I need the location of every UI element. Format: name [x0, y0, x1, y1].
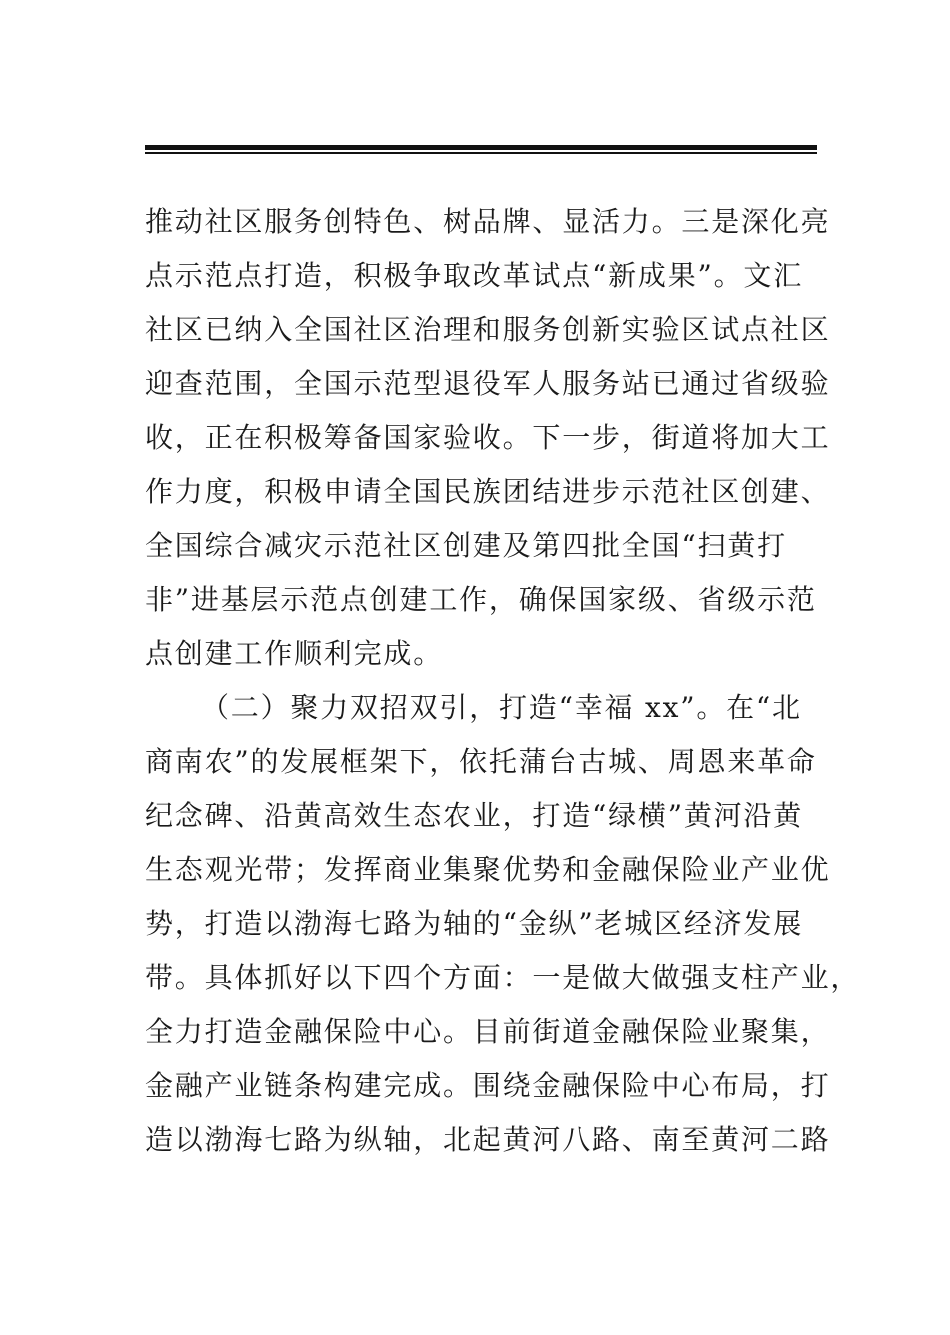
text-line: 商南农”的发展框架下，依托蒲台古城、周恩来革命 — [145, 745, 817, 778]
header-rule-thick — [145, 145, 817, 150]
text-line: 势，打造以渤海七路为轴的“金纵”老城区经济发展 — [145, 907, 804, 940]
text-line: 带。具体抓好以下四个方面：一是做大做强支柱产业， — [145, 961, 861, 994]
text-line: 推动社区服务创特色、树品牌、显活力。三是深化亮 — [145, 205, 831, 238]
text-line: 收，正在积极筹备国家验收。下一步，街道将加大工 — [145, 421, 831, 454]
text-line: 作力度，积极申请全国民族团结进步示范社区创建、 — [145, 475, 831, 508]
text-line: 全国综合减灾示范社区创建及第四批全国“扫黄打 — [145, 529, 787, 562]
text-line: 金融产业链条构建完成。围绕金融保险中心布局，打 — [145, 1069, 831, 1102]
text-line: 非”进基层示范点创建工作，确保国家级、省级示范 — [145, 583, 817, 616]
text-line: 社区已纳入全国社区治理和服务创新实验区试点社区 — [145, 313, 831, 346]
text-line: 迎查范围，全国示范型退役军人服务站已通过省级验 — [145, 367, 831, 400]
header-rule-thin — [145, 152, 817, 154]
text-line: 纪念碑、沿黄高效生态农业，打造“绿横”黄河沿黄 — [145, 799, 804, 832]
text-line: 点示范点打造，积极争取改革试点“新成果”。文汇 — [145, 259, 804, 292]
text-line: 造以渤海七路为纵轴，北起黄河八路、南至黄河二路 — [145, 1123, 831, 1156]
text-line: 生态观光带；发挥商业集聚优势和金融保险业产业优 — [145, 853, 831, 886]
text-line: 全力打造金融保险中心。目前街道金融保险业聚集， — [145, 1015, 831, 1048]
section-heading-line: （二）聚力双招双引，打造“幸福 xx”。在“北 — [201, 691, 802, 724]
text-line: 点创建工作顺利完成。 — [145, 637, 444, 670]
